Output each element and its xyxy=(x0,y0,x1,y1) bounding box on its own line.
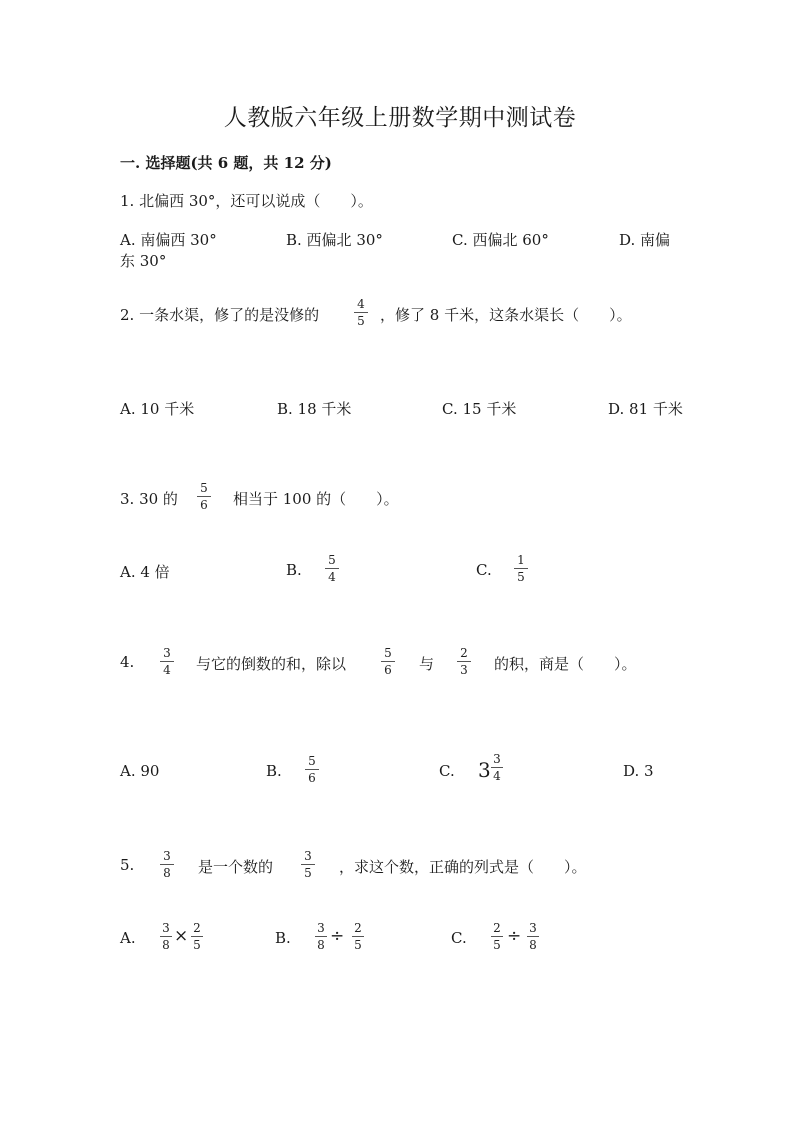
divide-sign: ÷ xyxy=(507,926,522,946)
question-5-option-b-label: B. xyxy=(275,929,291,947)
question-1-option-d: D. 南偏 xyxy=(619,231,671,249)
question-4-option-b-label: B. xyxy=(266,762,282,780)
question-3-stem-start: 3. 30 的 xyxy=(120,490,178,508)
question-2-option-b: B. 18 千米 xyxy=(277,400,352,418)
question-2-option-c: C. 15 千米 xyxy=(442,400,517,418)
question-4-stem-mid: 与它的倒数的和，除以 xyxy=(196,655,347,673)
question-3-option-a: A. 4 倍 xyxy=(120,563,170,581)
question-4-option-c-label: C. xyxy=(439,762,455,780)
fraction: 5 6 xyxy=(197,481,211,512)
question-1-option-b: B. 西偏北 30° xyxy=(286,231,383,249)
question-5-option-a-label: A. xyxy=(120,929,136,947)
question-1-option-a: A. 南偏西 30° xyxy=(120,231,217,249)
mixed-number: 3 3 4 xyxy=(478,752,508,786)
question-1-stem: 1. 北偏西 30°，还可以说成（ ）。 xyxy=(120,192,373,210)
question-5-stem-mid: 是一个数的 xyxy=(198,858,274,876)
question-5-number: 5. xyxy=(120,856,135,874)
fraction: 3 8 xyxy=(160,849,174,880)
section-heading: 一. 选择题(共 6 题，共 12 分) xyxy=(120,154,332,172)
fraction: 3 8 xyxy=(527,921,539,952)
question-2-stem-start: 2. 一条水渠，修了的是没修的 xyxy=(120,306,320,324)
fraction: 2 3 xyxy=(457,646,471,677)
divide-sign: ÷ xyxy=(330,926,345,946)
question-4-stem-and: 与 xyxy=(419,655,435,673)
fraction: 4 5 xyxy=(354,297,368,328)
fraction: 1 5 xyxy=(514,553,528,584)
question-4-option-a: A. 90 xyxy=(120,762,160,780)
question-2-option-d: D. 81 千米 xyxy=(608,400,683,418)
fraction: 5 6 xyxy=(381,646,395,677)
question-2-option-a: A. 10 千米 xyxy=(120,400,195,418)
question-5-stem-end: ，求这个数，正确的列式是（ ）。 xyxy=(339,858,587,876)
question-1-option-d-wrap: 东 30° xyxy=(120,252,167,270)
question-3-option-b-label: B. xyxy=(286,561,302,579)
question-3-stem-end: 相当于 100 的（ ）。 xyxy=(233,490,399,508)
question-1-option-c: C. 西偏北 60° xyxy=(452,231,549,249)
question-4-number: 4. xyxy=(120,653,135,671)
question-3-option-c-label: C. xyxy=(476,561,492,579)
fraction: 2 5 xyxy=(352,921,364,952)
fraction: 2 5 xyxy=(191,921,203,952)
fraction: 3 8 xyxy=(160,921,172,952)
fraction: 3 4 xyxy=(160,646,174,677)
multiply-sign: × xyxy=(174,926,189,946)
question-4-stem-end: 的积，商是（ ）。 xyxy=(494,655,637,673)
fraction: 5 6 xyxy=(305,754,319,785)
fraction: 3 8 xyxy=(315,921,327,952)
fraction: 5 4 xyxy=(325,553,339,584)
fraction: 2 5 xyxy=(491,921,503,952)
question-5-option-c-label: C. xyxy=(451,929,467,947)
page-title: 人教版六年级上册数学期中测试卷 xyxy=(223,105,577,131)
fraction: 3 5 xyxy=(301,849,315,880)
question-4-option-d: D. 3 xyxy=(623,762,654,780)
question-2-stem-end: ，修了 8 千米，这条水渠长（ ）。 xyxy=(380,306,632,324)
